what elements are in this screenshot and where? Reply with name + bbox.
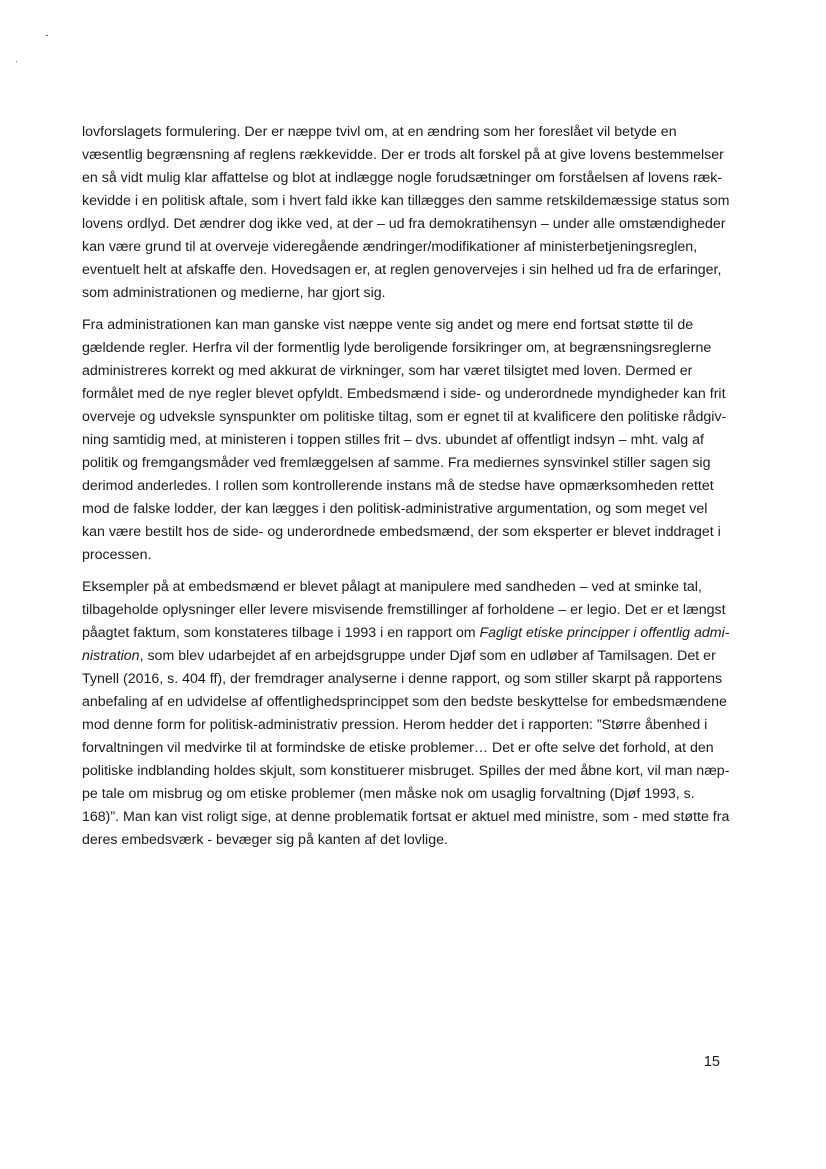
text-line <box>82 544 748 567</box>
page-number: 15 <box>703 1054 720 1070</box>
paragraph <box>82 576 748 852</box>
body-text <box>82 121 748 852</box>
line-text: Tynell (2016, s. 404 ff), der fremdrager analyserne i denne rapport, og som stiller skarpt på rapportens <box>82 671 723 687</box>
text-line <box>82 714 748 737</box>
paragraph <box>82 314 748 567</box>
text-line <box>82 213 748 236</box>
line-text: 168)”. Man kan vist roligt sige, at denne problematik fortsat er aktuel med ministre, som - med støtte fra <box>82 809 730 825</box>
line-text: derimod anderledes. I rollen som kontrollerende instans må de stedse have opmærksomheden rettet <box>82 478 714 494</box>
text-line <box>82 829 748 852</box>
text-line <box>82 383 748 406</box>
text-line <box>82 337 748 360</box>
text-line <box>82 236 748 259</box>
text-line <box>82 314 748 337</box>
paragraph-gap <box>82 567 748 576</box>
line-text: anbefaling af en udvidelse af offentlighedsprincippet som den bedste beskyttelse for embedsmændene <box>82 694 727 710</box>
scan-speck <box>16 61 17 62</box>
text-line <box>82 668 748 691</box>
text-line <box>82 599 748 622</box>
line-text: lovens ordlyd. Det ændrer dog ikke ved, at der – ud fra demokratihensyn – under alle omstændigheder <box>82 216 726 232</box>
text-line <box>82 645 748 668</box>
line-text: forvaltningen vil medvirke til at formindske de etiske problemer… Det er ofte selve det forhold, at den <box>82 740 714 756</box>
line-text: kan være bestilt hos de side- og underordnede embedsmænd, der som eksperter er blevet inddraget i <box>82 524 721 540</box>
line-text: en så vidt mulig klar affattelse og blot at indlægge nogle forudsætninger om forståelsen af lovens ræk- <box>82 170 723 186</box>
line-text: kan være grund til at overveje videregående ændringer/modifikationer af ministerbetjeningsreglen, <box>82 239 698 255</box>
line-text: pe tale om misbrug og om etiske problemer (men måske nok om usaglig forvaltning (Djøf 1993, s. <box>82 786 695 802</box>
text-line <box>82 475 748 498</box>
line-text: ning samtidig med, at ministeren i toppen stilles frit – dvs. ubundet af offentligt indsyn – mht. valg af <box>82 432 704 448</box>
line-text: Fra administrationen kan man ganske vist næppe vente sig andet og mere end fortsat støtte til de <box>82 317 694 333</box>
text-line <box>82 259 748 282</box>
text-line <box>82 452 748 475</box>
line-text: politiske indblanding holdes skjult, som konstituerer misbruget. Spilles der med åbne kort, vil man næp- <box>82 763 730 779</box>
line-text: eventuelt helt at afskaffe den. Hovedsagen er, at reglen genovervejes i sin helhed ud fra de erfaringer, <box>82 262 722 278</box>
text-line <box>82 406 748 429</box>
text-line <box>82 737 748 760</box>
line-text: som administrationen og medierne, har gjort sig. <box>82 285 386 301</box>
line-text: politik og fremgangsmåder ved fremlæggelsen af samme. Fra mediernes synsvinkel stiller sagen sig <box>82 455 711 471</box>
line-text: , som blev udarbejdet af en arbejdsgruppe under Djøf som en udløber af Tamilsagen. Det er <box>139 648 716 664</box>
text-line <box>82 282 748 305</box>
line-text: formålet med de nye regler blevet opfyldt. Embedsmænd i side- og underordnede myndigheder kan frit <box>82 386 726 402</box>
line-text: lovforslagets formulering. Der er næppe tvivl om, at en ændring som her foreslået vil betyde en <box>82 124 677 140</box>
line-text: overveje og udveksle synspunkter om politiske tiltag, som er egnet til at kvalificere den politiske rådgiv- <box>82 409 727 425</box>
line-text: påagtet faktum, som konstateres tilbage i 1993 i en rapport om <box>82 625 480 641</box>
text-line <box>82 144 748 167</box>
text-line <box>82 521 748 544</box>
text-line <box>82 190 748 213</box>
paragraph <box>82 121 748 305</box>
italic-title-text: nistration <box>82 648 140 664</box>
scan-speck <box>46 35 48 36</box>
text-line <box>82 429 748 452</box>
text-line <box>82 576 748 599</box>
italic-title-text: Fagligt etiske principper i offentlig admi- <box>479 625 730 641</box>
text-line <box>82 498 748 521</box>
line-text: mod de falske lodder, der kan lægges i den politisk-administrative argumentation, og som meget vel <box>82 501 708 517</box>
text-line <box>82 360 748 383</box>
text-line <box>82 622 748 645</box>
line-text: væsentlig begrænsning af reglens rækkevidde. Der er trods alt forskel på at give lovens bestemmelser <box>82 147 724 163</box>
line-text: administreres korrekt og med akkurat de virkninger, som har været tilsigtet med loven. Dermed er <box>82 363 693 379</box>
line-text: gældende regler. Herfra vil der formentlig lyde beroligende forsikringer om, at begrænsningsreglerne <box>82 340 712 356</box>
line-text: mod denne form for politisk-administrativ pression. Herom hedder det i rapporten: ”Større åbenhed i <box>82 717 708 733</box>
line-text: tilbageholde oplysninger eller levere misvisende fremstillinger af forholdene – er legio. Det er et længst <box>82 602 726 618</box>
text-line <box>82 691 748 714</box>
text-line <box>82 806 748 829</box>
line-text: processen. <box>82 547 152 563</box>
line-text: kevidde i en politisk aftale, som i hvert fald ikke kan tillægges den samme retskildemæssige status som <box>82 193 730 209</box>
text-line <box>82 760 748 783</box>
text-line <box>82 783 748 806</box>
line-text: Eksempler på at embedsmænd er blevet pålagt at manipulere med sandheden – ved at sminke tal, <box>82 579 702 595</box>
text-line <box>82 121 748 144</box>
line-text: deres embedsværk - bevæger sig på kanten af det lovlige. <box>82 832 448 848</box>
paragraph-gap <box>82 305 748 314</box>
text-line <box>82 167 748 190</box>
